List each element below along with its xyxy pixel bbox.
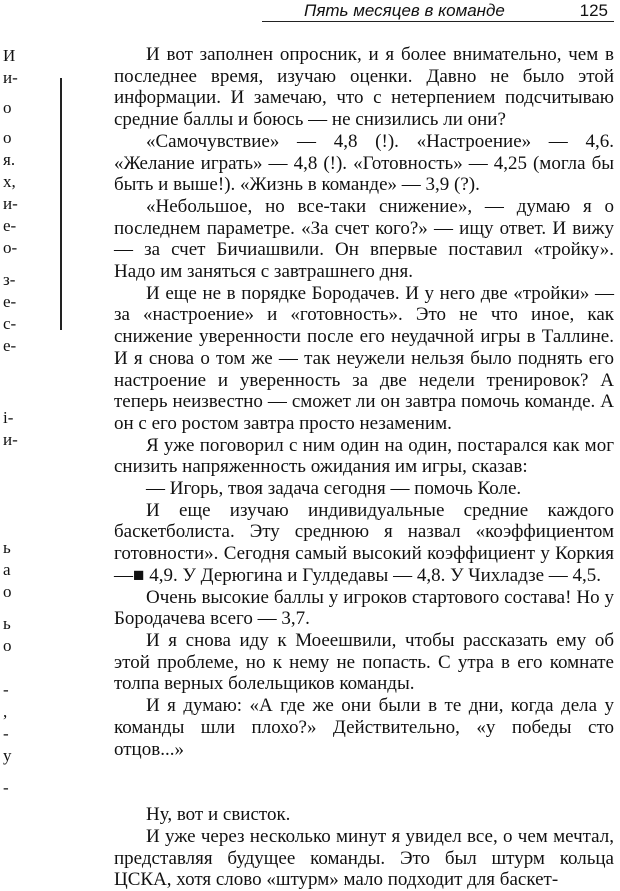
margin-fragment: и-: [3, 194, 18, 213]
margin-fragment: з-: [3, 270, 16, 289]
page-number: 125: [579, 1, 608, 20]
section-gap: [114, 760, 614, 804]
margin-fragment: с-: [3, 314, 17, 333]
paragraph: — Игорь, твоя задача сегодня — помочь Коле.: [146, 478, 522, 500]
previous-page-edge: [0, 0, 22, 853]
margin-fragment: і-: [3, 408, 14, 427]
margin-fragment: о-: [3, 238, 18, 257]
paragraph: Очень высокие баллы у игроков стартового состава! Но у Бородачева всего — 3,7.: [114, 586, 614, 630]
paragraph: И еще не в порядке Бородачев. И у него две «тройки» — за «настроение» и «готовность». Это не что иное, как снижение уверенности после его неудачной игры в Таллине. И я снова о том же — так неужели нельзя было поднять его настроение и уверенность за две недели тренировок? А теперь неизвестно — сможет ли он завтра помочь команде. А он с его ростом завтра просто незаменим.: [114, 282, 614, 434]
margin-fragment: И: [3, 46, 16, 65]
paragraph: И еще изучаю индивидуальные средние каждого баскетболиста. Эту среднюю я назвал «коэффициентом готовности». Сегодня самый высокий коэффициент у Коркия —■ 4,9. У Дерюгина и Гулдедавы — 4,8. У Чихладзе — 4,5.: [114, 499, 614, 586]
margin-fragment: и-: [3, 430, 18, 449]
margin-fragment: ,: [3, 702, 8, 721]
margin-vertical-rule: [60, 78, 62, 330]
running-header: [262, 0, 614, 26]
running-title: Пять месяцев в команде: [304, 1, 505, 20]
margin-fragment: -: [3, 680, 9, 699]
paragraph: И я думаю: «А где же они были в те дни, когда дела у команды шли плохо?» Действительно, «у победы сто отцов...»: [114, 695, 614, 760]
paragraph: «Самочувствие» — 4,8 (!). «Настроение» — 4,6. «Желание играть» — 4,8 (!). «Готовность» — 4,25 (могла бы быть и выше!). «Жизнь в команде» — 3,9 (?).: [114, 130, 614, 196]
margin-fragment: х,: [3, 172, 16, 191]
paragraph: И уже через несколько минут я увидел все, о чем мечтал, представляя будущее команды. Это был штурм кольца ЦСКА, хотя слово «штурм» мало подходит для баскет-: [114, 825, 614, 891]
margin-fragment: ь: [3, 614, 11, 633]
margin-fragment: -: [3, 778, 9, 797]
margin-fragment: я.: [3, 150, 16, 169]
header-rule: [262, 21, 614, 22]
margin-fragment: -: [3, 724, 9, 743]
margin-fragment: е-: [3, 292, 17, 311]
margin-fragment: е-: [3, 336, 17, 355]
margin-fragment: о: [3, 636, 12, 655]
paragraph: Я уже поговорил с ним один на один, постарался как мог снизить напряженность ожидания им игры, сказав:: [114, 434, 614, 478]
margin-fragment: и-: [3, 68, 18, 87]
margin-fragment: о: [3, 98, 12, 117]
margin-fragment: о: [3, 582, 12, 601]
text-column: [114, 44, 614, 891]
margin-fragment: е-: [3, 216, 17, 235]
paragraph: И я снова иду к Моеешвили, чтобы рассказать ему об этой проблеме, но к нему не попасть. С утра в его комнате толпа верных болельщиков команды.: [114, 629, 614, 695]
margin-fragment: у: [3, 746, 12, 765]
paragraph: И вот заполнен опросник, и я более внимательно, чем в последнее время, изучаю оценки. Давно не было этой информации. И замечаю, что с нетерпением подсчитываю средние баллы и боюсь — не снизились ли они?: [114, 44, 614, 131]
paragraph: «Небольшое, но все-таки снижение», — думаю я о последнем параметре. «За счет кого?» — ищу ответ. И вижу — за счет Бичиашвили. Он впервые поставил «тройку». Надо им заняться с завтрашнего дня.: [114, 195, 614, 283]
margin-fragment: о: [3, 128, 12, 147]
margin-fragment: а: [3, 560, 11, 579]
paragraph: Ну, вот и свисток.: [146, 804, 291, 826]
margin-fragment: ь: [3, 538, 11, 557]
